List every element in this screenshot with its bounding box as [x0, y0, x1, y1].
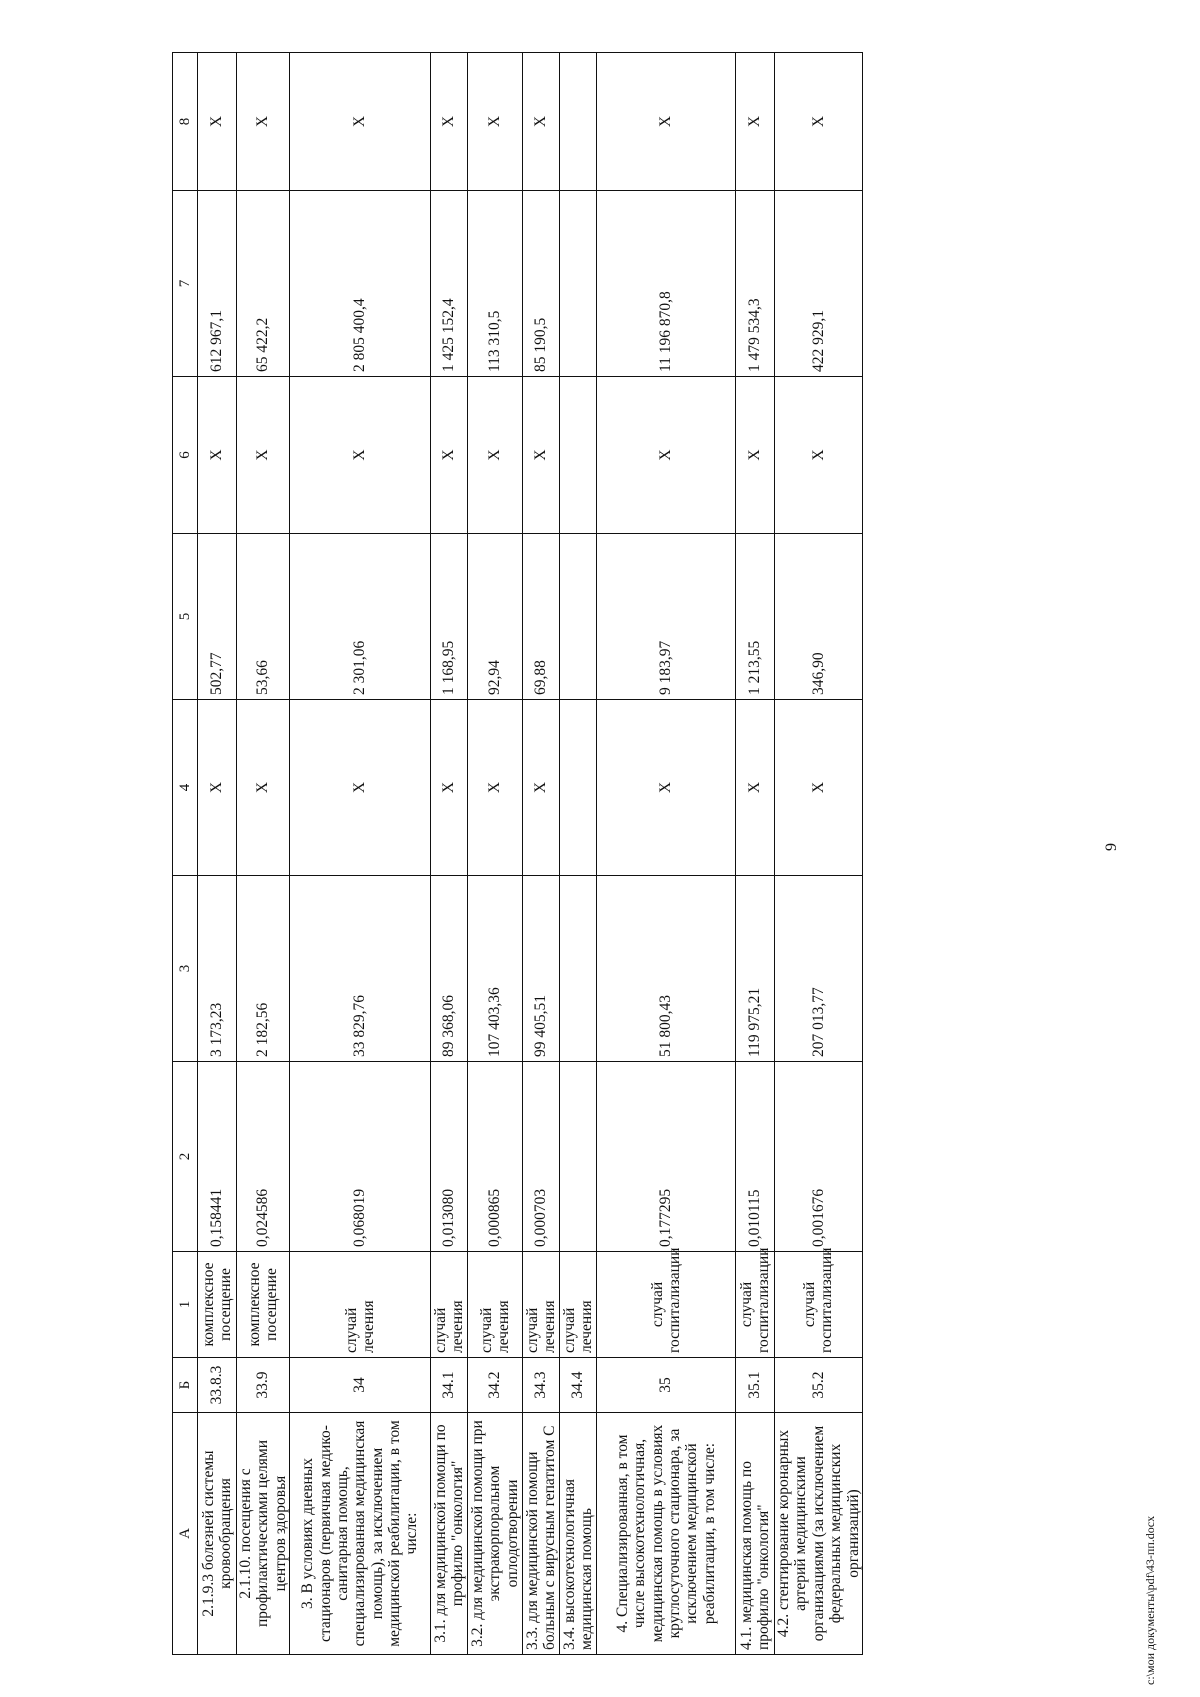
cell-col-8: [560, 53, 597, 191]
cell-col-3: 207 013,77: [775, 876, 863, 1062]
table-row: [560, 53, 597, 1655]
cell-col-2: 0,013080: [431, 1062, 468, 1252]
unit-cell: случай госпитализации: [736, 1252, 775, 1358]
cell-col-5: 69,88: [523, 534, 560, 700]
row-label: 4. Специализированная, в том числе высокотехнологичная, медицинская помощь в условиях круглосуточного стационара, за исключением медицинской реабилитации, в том числе:: [597, 1413, 736, 1655]
cell-col-8: Х: [237, 53, 290, 191]
cell-col-4: [560, 700, 597, 876]
cell-col-2: 0,010115: [736, 1062, 775, 1252]
header-cell-b: Б: [173, 1358, 198, 1413]
cell-col-6: Х: [237, 377, 290, 534]
row-code: 33.8.3: [198, 1358, 237, 1413]
cell-col-5: 53,66: [237, 534, 290, 700]
cell-col-8: Х: [468, 53, 523, 191]
cell-col-7: 422 929,1: [775, 191, 863, 377]
cell-col-8: Х: [597, 53, 736, 191]
cell-col-3: 99 405,51: [523, 876, 560, 1062]
row-code: 34.2: [468, 1358, 523, 1413]
cell-col-4: Х: [237, 700, 290, 876]
unit-cell: случай лечения: [290, 1252, 431, 1358]
row-label: 4.1. медицинская помощь по профилю "онкология": [736, 1413, 775, 1655]
cell-col-7: 113 310,5: [468, 191, 523, 377]
table-row: [523, 53, 560, 1655]
cell-col-6: [560, 377, 597, 534]
cell-col-5: 1 213,55: [736, 534, 775, 700]
cell-col-2: 0,024586: [237, 1062, 290, 1252]
row-label: 3.4. высокотехнологичная медицинская помощь: [560, 1413, 597, 1655]
table-row: [736, 53, 775, 1655]
row-code: 34: [290, 1358, 431, 1413]
row-code: 34.4: [560, 1358, 597, 1413]
cell-col-3: [560, 876, 597, 1062]
cell-col-6: Х: [468, 377, 523, 534]
cell-col-6: Х: [775, 377, 863, 534]
row-code: 33.9: [237, 1358, 290, 1413]
row-label: 3. В условиях дневных стационаров (первичная медико-санитарная помощь, специализированная медицинская помощь), за исключением медицинской реабилитации, в том числе:: [290, 1413, 431, 1655]
cell-col-6: Х: [523, 377, 560, 534]
row-label: 3.1. для медицинской помощи по профилю "онкология": [431, 1413, 468, 1655]
cell-col-2: 0,000703: [523, 1062, 560, 1252]
table-row: [237, 53, 290, 1655]
row-code: 34.1: [431, 1358, 468, 1413]
cell-col-8: Х: [198, 53, 237, 191]
cell-col-6: Х: [597, 377, 736, 534]
cell-col-4: Х: [198, 700, 237, 876]
table-row: [468, 53, 523, 1655]
cell-col-4: Х: [468, 700, 523, 876]
row-label: 2.1.9.3 болезней системы кровообращения: [198, 1413, 237, 1655]
cell-col-7: 612 967,1: [198, 191, 237, 377]
row-label: 3.3. для медицинской помощи больным с вирусным гепатитом С: [523, 1413, 560, 1655]
data-table: [172, 52, 863, 1655]
cell-col-3: 107 403,36: [468, 876, 523, 1062]
header-cell-3: 3: [173, 876, 198, 1062]
cell-col-7: 1 425 152,4: [431, 191, 468, 377]
cell-col-7: 65 422,2: [237, 191, 290, 377]
cell-col-4: Х: [290, 700, 431, 876]
cell-col-8: Х: [736, 53, 775, 191]
cell-col-3: 2 182,56: [237, 876, 290, 1062]
cell-col-4: Х: [431, 700, 468, 876]
row-label: 4.2. стентирование коронарных артерий медицинскими организациями (за исключением федеральных медицинских организаций): [775, 1413, 863, 1655]
table-row: [290, 53, 431, 1655]
unit-cell: случай лечения: [431, 1252, 468, 1358]
cell-col-4: Х: [523, 700, 560, 876]
unit-cell: случай лечения: [468, 1252, 523, 1358]
unit-cell: комплексное посещение: [198, 1252, 237, 1358]
cell-col-2: 0,158441: [198, 1062, 237, 1252]
cell-col-2: 0,068019: [290, 1062, 431, 1252]
cell-col-8: Х: [290, 53, 431, 191]
cell-col-3: 3 173,23: [198, 876, 237, 1062]
cell-col-2: 0,177295: [597, 1062, 736, 1252]
row-code: 35.1: [736, 1358, 775, 1413]
cell-col-6: Х: [431, 377, 468, 534]
cell-col-2: 0,000865: [468, 1062, 523, 1252]
cell-col-4: Х: [775, 700, 863, 876]
cell-col-7: 2 805 400,4: [290, 191, 431, 377]
cell-col-3: 119 975,21: [736, 876, 775, 1062]
cell-col-7: 85 190,5: [523, 191, 560, 377]
cell-col-5: 9 183,97: [597, 534, 736, 700]
unit-cell: случай госпитализации: [597, 1252, 736, 1358]
header-row: [173, 53, 198, 1655]
cell-col-4: Х: [597, 700, 736, 876]
table-row: [198, 53, 237, 1655]
unit-cell: случай лечения: [560, 1252, 597, 1358]
row-label: 2.1.10. посещения с профилактическими целями центров здоровья: [237, 1413, 290, 1655]
cell-col-3: 51 800,43: [597, 876, 736, 1062]
row-code: 34.3: [523, 1358, 560, 1413]
cell-col-5: 346,90: [775, 534, 863, 700]
header-cell-4: 4: [173, 700, 198, 876]
cell-col-5: 502,77: [198, 534, 237, 700]
cell-col-5: 2 301,06: [290, 534, 431, 700]
unit-cell: случай лечения: [523, 1252, 560, 1358]
cell-col-6: Х: [198, 377, 237, 534]
cell-col-7: 11 196 870,8: [597, 191, 736, 377]
cell-col-6: Х: [736, 377, 775, 534]
table-row: [597, 53, 736, 1655]
header-cell-7: 7: [173, 191, 198, 377]
header-cell-1: 1: [173, 1252, 198, 1358]
header-cell-2: 2: [173, 1062, 198, 1252]
page-number: 9: [1103, 843, 1120, 851]
cell-col-2: 0,001676: [775, 1062, 863, 1252]
cell-col-2: [560, 1062, 597, 1252]
row-code: 35.2: [775, 1358, 863, 1413]
cell-col-3: 33 829,76: [290, 876, 431, 1062]
cell-col-5: 1 168,95: [431, 534, 468, 700]
cell-col-8: Х: [775, 53, 863, 191]
row-code: 35: [597, 1358, 736, 1413]
header-cell-6: 6: [173, 377, 198, 534]
cell-col-7: 1 479 534,3: [736, 191, 775, 377]
unit-cell: случай госпитализации: [775, 1252, 863, 1358]
cell-col-5: [560, 534, 597, 700]
cell-col-6: Х: [290, 377, 431, 534]
cell-col-8: Х: [431, 53, 468, 191]
header-cell-8: 8: [173, 53, 198, 191]
table-row: [431, 53, 468, 1655]
cell-col-5: 92,94: [468, 534, 523, 700]
row-label: 3.2. для медицинской помощи при экстракорпоральном оплодотворении: [468, 1413, 523, 1655]
header-cell-5: 5: [173, 534, 198, 700]
unit-cell: комплексное посещение: [237, 1252, 290, 1358]
cell-col-7: [560, 191, 597, 377]
cell-col-3: 89 368,06: [431, 876, 468, 1062]
header-cell-a: А: [173, 1413, 198, 1655]
cell-col-4: Х: [736, 700, 775, 876]
table-row: [775, 53, 863, 1655]
footer-file-path: c:\мои документы\pdf\43-пп.docx: [1143, 1515, 1157, 1685]
cell-col-8: Х: [523, 53, 560, 191]
